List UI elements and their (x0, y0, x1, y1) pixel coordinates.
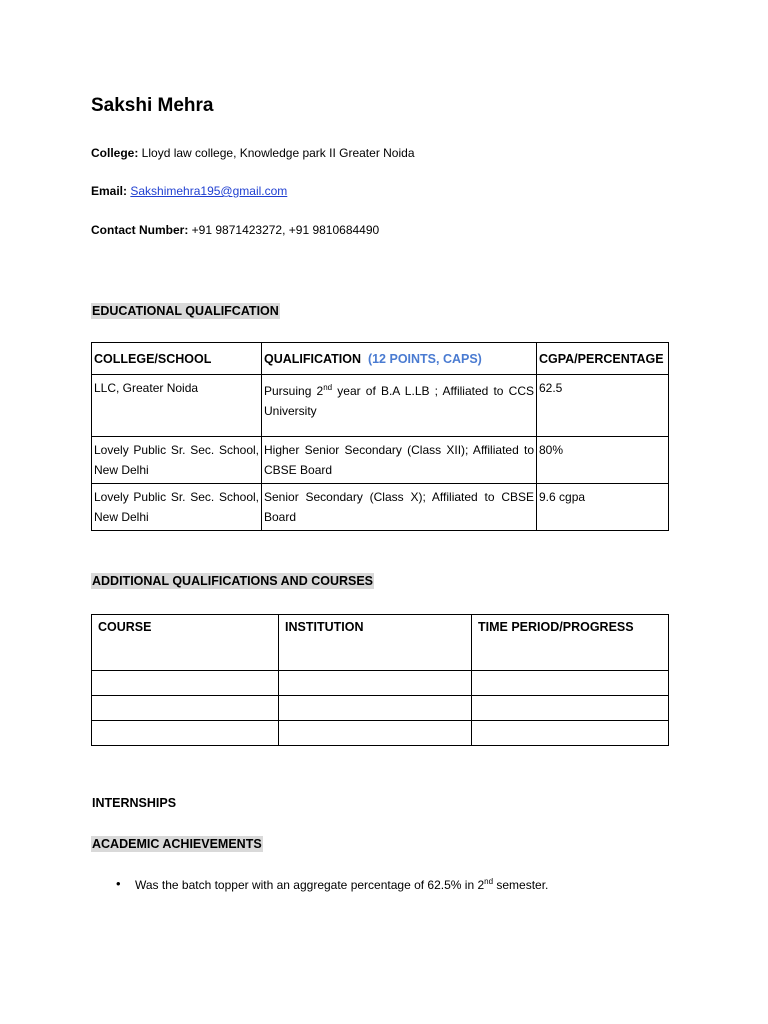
achievements-heading: ACADEMIC ACHIEVEMENTS (92, 837, 262, 851)
table-row (92, 484, 669, 531)
table-header-row (92, 615, 669, 671)
achievement-text-sup: nd (484, 877, 494, 886)
header-qualification (262, 343, 537, 375)
empty-cell (92, 671, 279, 696)
row-1-qualification-post: year of B.A L.LB ; Affiliated to CCS University (264, 384, 534, 418)
header-institution: INSTITUTION (279, 615, 472, 671)
table-row (92, 437, 669, 484)
college-line (91, 146, 415, 160)
table-row (92, 375, 669, 437)
header-qualification-label: QUALIFICATION (264, 351, 361, 366)
additional-heading: ADDITIONAL QUALIFICATIONS AND COURSES (92, 574, 374, 588)
candidate-name: Sakshi Mehra (91, 95, 214, 116)
empty-cell (92, 721, 279, 746)
achievement-text-post: semester. (493, 878, 549, 892)
education-heading: EDUCATIONAL QUALIFCATION (92, 304, 279, 318)
additional-table (91, 614, 669, 746)
internships-heading: INTERNSHIPS (92, 796, 177, 810)
header-course: COURSE (92, 615, 279, 671)
table-row (92, 671, 669, 696)
row-2-score: 80% (537, 437, 669, 484)
row-1-qualification-pre: Pursuing 2 (264, 384, 324, 398)
college-value: Lloyd law college, Knowledge park II Greater Noida (138, 146, 415, 160)
row-1-school: LLC, Greater Noida (92, 375, 262, 437)
row-1-qualification-sup: nd (323, 383, 333, 392)
contact-label: Contact Number: (91, 223, 189, 237)
empty-cell (279, 721, 472, 746)
row-2-school: Lovely Public Sr. Sec. School, New Delhi (92, 437, 262, 484)
row-3-qualification: Senior Secondary (Class X); Affiliated to CBSE Board (262, 484, 537, 531)
header-college-school: COLLEGE/SCHOOL (92, 343, 262, 375)
achievements-list (116, 877, 548, 892)
college-label: College: (91, 146, 139, 160)
list-item (116, 877, 548, 892)
row-3-score: 9.6 cgpa (537, 484, 669, 531)
education-table (91, 342, 669, 531)
table-row (92, 696, 669, 721)
empty-cell (279, 696, 472, 721)
email-link[interactable]: Sakshimehra195@gmail.com (130, 184, 288, 198)
row-1-score: 62.5 (537, 375, 669, 437)
table-row (92, 721, 669, 746)
row-1-qualification (262, 375, 537, 437)
header-time-period: TIME PERIOD/PROGRESS (472, 615, 669, 671)
empty-cell (279, 671, 472, 696)
empty-cell (472, 721, 669, 746)
achievement-text-pre: Was the batch topper with an aggregate percentage of 62.5% in 2 (135, 878, 485, 892)
email-label: Email: (91, 184, 128, 198)
header-score: CGPA/PERCENTAGE (537, 343, 669, 375)
table-header-row (92, 343, 669, 375)
empty-cell (92, 696, 279, 721)
contact-line (91, 223, 379, 237)
empty-cell (472, 696, 669, 721)
row-2-qualification: Higher Senior Secondary (Class XII); Affiliated to CBSE Board (262, 437, 537, 484)
email-line (91, 184, 287, 198)
header-qualification-note: (12 POINTS, CAPS) (367, 351, 482, 366)
row-3-school: Lovely Public Sr. Sec. School, New Delhi (92, 484, 262, 531)
empty-cell (472, 671, 669, 696)
contact-value: +91 9871423272, +91 9810684490 (188, 223, 380, 237)
